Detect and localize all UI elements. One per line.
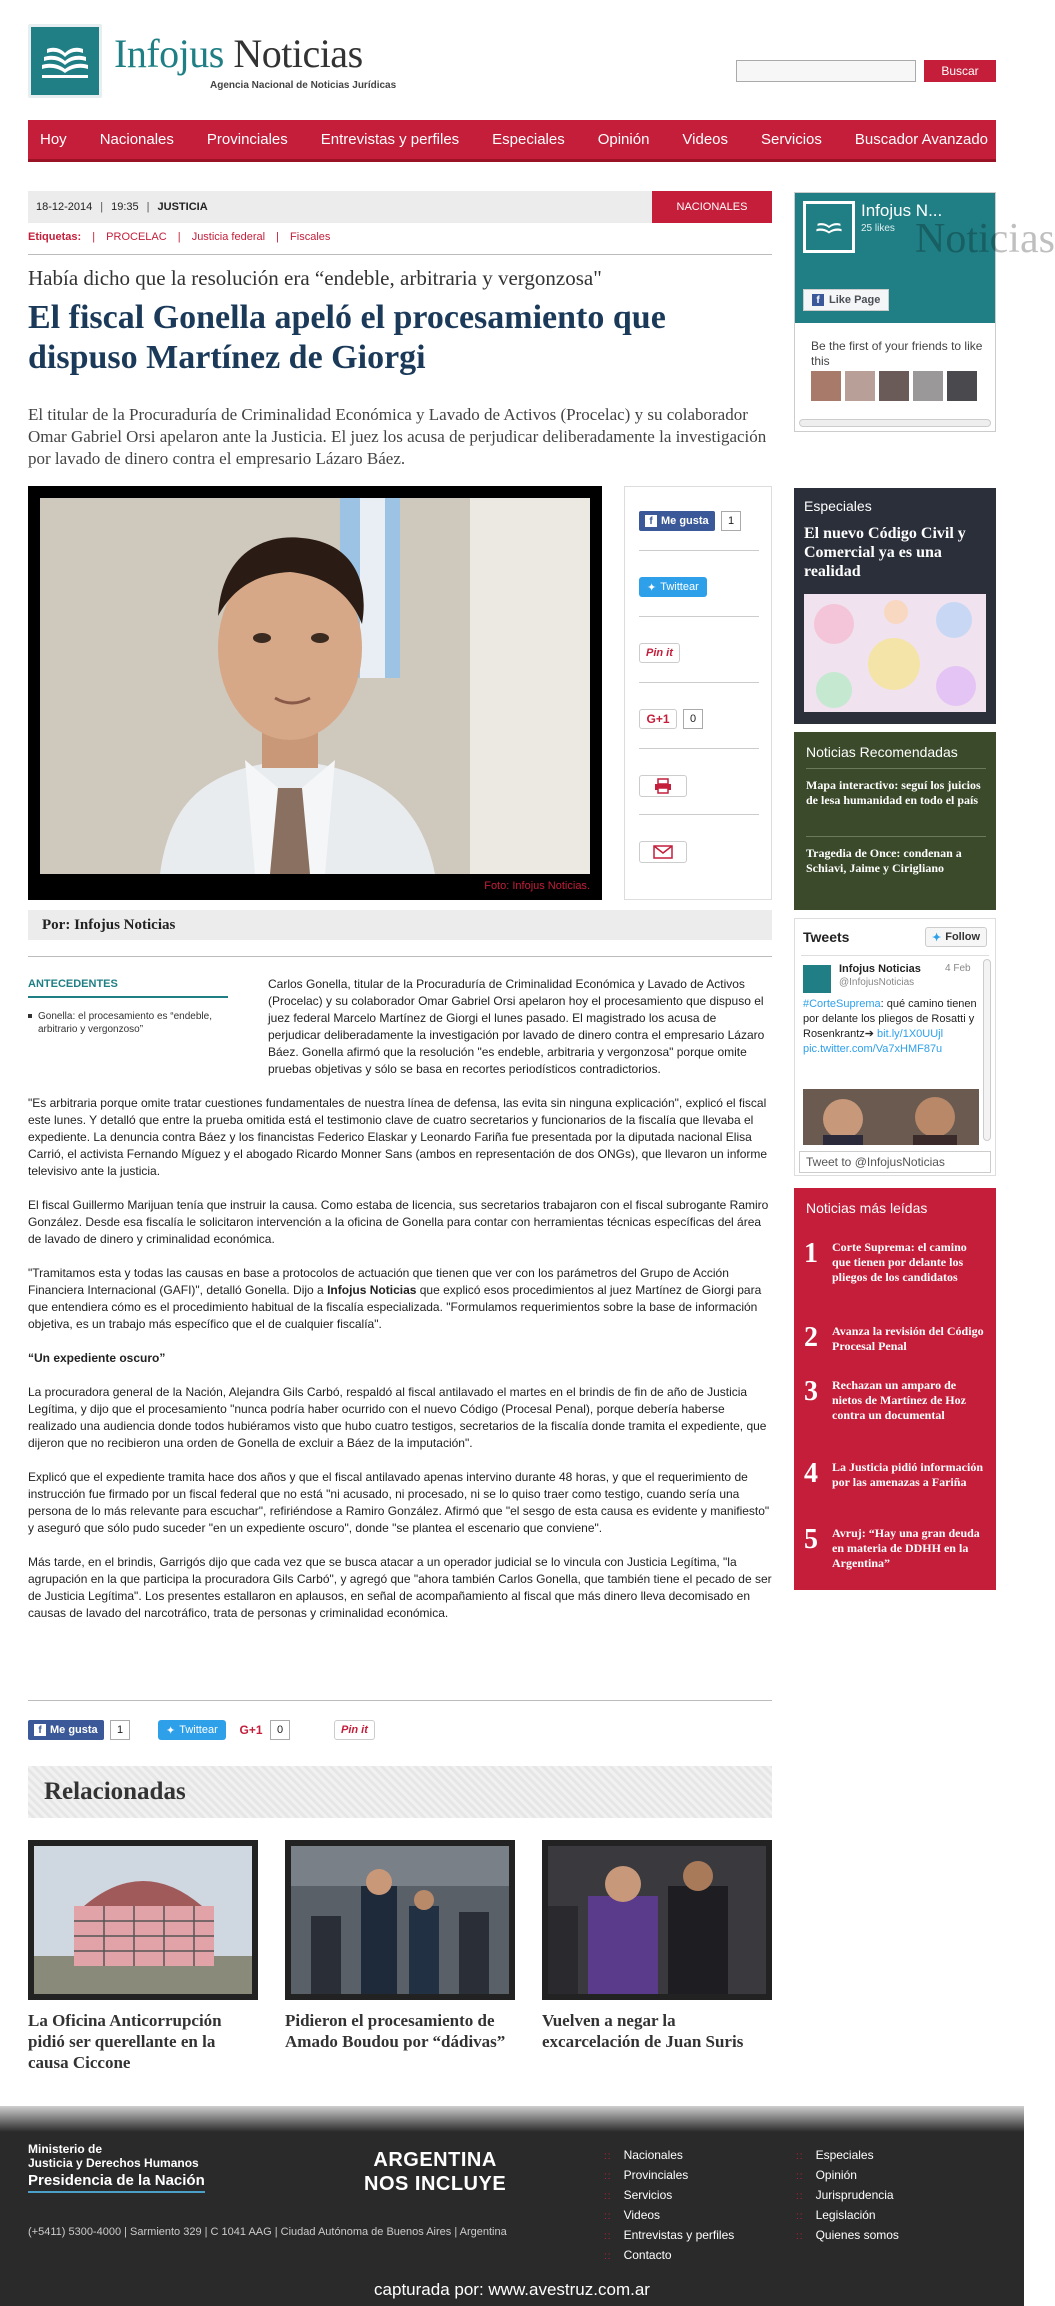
- especiales-title: Especiales: [804, 498, 872, 514]
- related-title: Relacionadas: [44, 1778, 186, 1805]
- nav-item-servicios[interactable]: Servicios: [761, 131, 822, 148]
- bottom-share-bar: [28, 1718, 772, 1744]
- especiales-headline[interactable]: El nuevo Código Civil y Comercial ya es una realidad: [804, 525, 966, 580]
- tweet-hashtag[interactable]: #CorteSuprema: [803, 998, 881, 1010]
- site-logo[interactable]: [28, 24, 398, 100]
- argentina-nos-incluye-logo[interactable]: [364, 2148, 506, 2196]
- article-paragraph: Más tarde, en el brindis, Garrigós dijo que cada vez que se busca atacar a un operador judicial se lo vincula con Justicia Legítima, "la agrupación en la que participa la procuradora Gils Carbó", y agregó que "ahora también Carlos Gonella, que también tiene el pecado de ser de Justicia Legítima". Los presentes estallaron en aplausos, en señal de acompañamiento al fiscal que más dinero lleva decomisado en causas de lavado del narcotráfico, trata de personas y criminalidad económica.: [28, 1555, 772, 1620]
- googleplus-button[interactable]: G+1: [639, 709, 677, 729]
- related-card-title[interactable]: La Oficina Anticorrupción pidió ser querellante en la causa Ciccone: [28, 2011, 222, 2072]
- article-lead: El titular de la Procuraduría de Criminalidad Económica y Lavado de Activos (Procelac) y su colaborador Omar Gabriel Orsi apelaron ante la Justicia. El juez los acusa de perjudicar deliberadamente la investigación por lavado de dinero contra el empresario Lázaro Báez.: [28, 405, 767, 468]
- footer-link[interactable]: [796, 2168, 857, 2182]
- nav-item-especiales[interactable]: Especiales: [492, 131, 565, 148]
- googleplus-count: 0: [683, 709, 703, 729]
- facebook-widget-scrollbar[interactable]: [799, 419, 991, 427]
- facebook-icon: f: [34, 1724, 46, 1736]
- related-thumbnail[interactable]: [285, 1840, 515, 2000]
- paragraph-bold-text: Infojus Noticias: [327, 1283, 417, 1297]
- tweet-text: [803, 997, 981, 1057]
- related-card-title[interactable]: Pidieron el procesamiento de Amado Boudou por “dádivas”: [285, 2011, 506, 2051]
- search-input[interactable]: [736, 60, 916, 82]
- capture-credit: capturada por: www.avestruz.com.ar: [374, 2280, 650, 2299]
- envelope-icon: [653, 845, 673, 859]
- related-header: [28, 1766, 772, 1818]
- footer-link-label: Entrevistas y perfiles: [623, 2228, 735, 2242]
- share-row-print: [639, 751, 759, 815]
- pinterest-pin-button[interactable]: Pin it: [639, 643, 680, 663]
- twitter-tweet-button[interactable]: [639, 577, 707, 597]
- mas-leidas-rank: 1: [804, 1238, 818, 1269]
- footer-link-label: Especiales: [815, 2148, 874, 2162]
- twitter-bird-icon: ✦: [166, 1724, 176, 1737]
- bullet-dots-icon: ::: [796, 2151, 804, 2162]
- share-row-googleplus: [639, 685, 759, 749]
- divider: [806, 836, 986, 837]
- article-category[interactable]: JUSTICIA: [157, 201, 208, 213]
- logo-title-infojus: Infojus: [114, 31, 224, 76]
- friend-avatar[interactable]: [913, 371, 943, 401]
- related-card[interactable]: [285, 1840, 515, 2052]
- tag-link[interactable]: Fiscales: [290, 231, 331, 243]
- argentina-line: NOS INCLUYE: [364, 2173, 507, 2195]
- mas-leidas-box: [794, 1188, 996, 1590]
- twitter-tweet-label: Twittear: [179, 1724, 218, 1736]
- footer-link[interactable]: [604, 2168, 688, 2182]
- mas-leidas-item[interactable]: La Justicia pidió información por las amenazas a Fariña: [832, 1460, 984, 1489]
- recomendadas-title: Noticias Recomendadas: [806, 744, 958, 760]
- footer-link[interactable]: [796, 2228, 899, 2242]
- article-photo-frame: [28, 486, 602, 900]
- footer-link-label: Jurisprudencia: [815, 2188, 894, 2202]
- footer-gradient: [0, 2106, 1024, 2132]
- bullet-dots-icon: ::: [796, 2171, 804, 2182]
- article-photo[interactable]: [40, 498, 590, 874]
- paragraph-text: "Tramitamos esta y todas las causas en base a protocolos de actuación que tienen que ver con los parámetros del Grupo de Acción Financiera Internacional (GAFI)", detalló Gonella. Dijo a: [28, 1266, 729, 1297]
- bullet-dots-icon: ::: [796, 2211, 804, 2222]
- share-column: [624, 486, 772, 900]
- facebook-icon: f: [812, 294, 824, 306]
- ministerio-line: Justicia y Derechos Humanos: [28, 2156, 199, 2170]
- search-button[interactable]: Buscar: [924, 60, 996, 82]
- twitter-widget-scrollbar[interactable]: [983, 959, 991, 1141]
- footer-link-label: Provinciales: [623, 2168, 689, 2182]
- book-logo-icon: [28, 24, 102, 98]
- logo-title: [114, 30, 363, 77]
- mas-leidas-item[interactable]: Rechazan un amparo de nietos de Martínez de Hoz contra un documental: [832, 1378, 966, 1422]
- footer-link[interactable]: [796, 2188, 894, 2202]
- mas-leidas-item[interactable]: Avruj: “Hay una gran deuda en materia de DDHH en la Argentina”: [832, 1526, 980, 1570]
- mas-leidas-rank: 2: [804, 1322, 818, 1353]
- bullet-dots-icon: ::: [604, 2151, 612, 2162]
- facebook-cover-logo-text: [915, 215, 1055, 263]
- footer-link-label: Videos: [623, 2208, 661, 2222]
- article-time: 19:35: [111, 201, 139, 213]
- facebook-icon: f: [645, 515, 657, 527]
- facebook-like-page-button[interactable]: [803, 289, 889, 311]
- mas-leidas-rank: 3: [804, 1376, 818, 1407]
- twitter-follow-button[interactable]: [925, 927, 987, 947]
- argentina-line: ARGENTINA: [373, 2149, 497, 2171]
- nav-item-provinciales[interactable]: Provinciales: [206, 131, 288, 148]
- footer-link-label: Servicios: [623, 2188, 673, 2202]
- antecedentes-title: ANTECEDENTES: [28, 978, 228, 998]
- follow-label: Follow: [945, 931, 981, 943]
- facebook-cover[interactable]: [795, 193, 1055, 323]
- divider: [28, 254, 772, 255]
- friend-avatar[interactable]: [879, 371, 909, 401]
- nav-item-hoy[interactable]: Hoy: [40, 131, 67, 148]
- section-tag[interactable]: NACIONALES: [652, 191, 772, 223]
- nav-item-videos[interactable]: Videos: [682, 131, 729, 148]
- tag-link[interactable]: PROCELAC: [106, 231, 167, 243]
- site-header: [0, 0, 1024, 120]
- main-nav: [28, 120, 996, 162]
- share-row-facebook: [639, 487, 759, 551]
- footer-link[interactable]: [604, 2248, 672, 2262]
- tag-separator: |: [177, 231, 181, 243]
- bullet-dots-icon: ::: [604, 2211, 612, 2222]
- twitter-bird-icon: ✦: [647, 581, 657, 594]
- footer-link-label: Quienes somos: [815, 2228, 899, 2242]
- article-paragraph: El fiscal Guillermo Marijuan tenía que instruir la causa. Como estaba de licencia, sus secretarios trabajaron con el fiscal subrogante Ramiro González. Desde esa fiscalía le solicitaron intervención a la oficina de Gonella para contar con herramientas técnicas específicas del área de lavado de dinero y criminalidad económica.: [28, 1198, 769, 1246]
- article-body: [28, 976, 772, 1639]
- logo-subtitle: Agencia Nacional de Noticias Jurídicas: [210, 80, 397, 91]
- googleplus-count: 0: [270, 1720, 290, 1740]
- article-kicker: Había dicho que la resolución era “endeble, arbitraria y vergonzosa": [28, 266, 602, 290]
- footer-link[interactable]: [604, 2208, 660, 2222]
- share-row-pinterest: [639, 619, 759, 683]
- related-card[interactable]: [28, 1840, 258, 2073]
- facebook-page-likes: 25 likes: [861, 223, 895, 234]
- related-thumbnail[interactable]: [28, 1840, 258, 2000]
- footer-link[interactable]: [604, 2228, 734, 2242]
- site-footer: [0, 2106, 1024, 2306]
- print-icon: [654, 778, 672, 794]
- footer-link[interactable]: [604, 2188, 672, 2202]
- tag-separator: |: [92, 231, 96, 243]
- bullet-dots-icon: ::: [604, 2231, 612, 2242]
- mas-leidas-title: Noticias más leídas: [806, 1200, 928, 1216]
- facebook-like-count: 1: [721, 511, 741, 531]
- mas-leidas-item[interactable]: Avanza la revisión del Código Procesal Penal: [832, 1324, 984, 1353]
- meta-separator: |: [100, 201, 104, 213]
- article-paragraph: La procuradora general de la Nación, Alejandra Gils Carbó, respaldó al fiscal antilavado el martes en el brindis de fin de año de Justicia Legítima, y dijo que el procesamiento "nunca podría haber ocurrido con el nuevo Código (Procesal Penal), porque debería haberse realizado una audiencia donde todos hubiéramos visto que hubo cuatro testigos, secretarios de la fiscalía donde tramita el expediente, que dijeron que no recibieron una orden de Gonella de excluir a Báez de la imputación".: [28, 1385, 767, 1450]
- nav-item-opinion[interactable]: Opinión: [597, 131, 650, 148]
- share-row-email: [639, 817, 759, 881]
- tags-label: Etiquetas:: [28, 231, 82, 243]
- footer-link[interactable]: [796, 2148, 874, 2162]
- presidencia-logo[interactable]: Presidencia de la Nación: [28, 2172, 205, 2193]
- book-logo-icon: [806, 204, 852, 250]
- bullet-dots-icon: ::: [604, 2251, 612, 2262]
- recomendadas-item[interactable]: Tragedia de Once: condenan a Schiavi, Jaime y Cirigliano: [806, 846, 962, 875]
- friend-avatar[interactable]: [811, 371, 841, 401]
- article-paragraph: [28, 1265, 772, 1333]
- nav-item-entrevistas[interactable]: Entrevistas y perfiles: [320, 131, 460, 148]
- article-tags: [28, 231, 330, 243]
- ministerio-logo[interactable]: [28, 2142, 199, 2170]
- tweet-author-handle[interactable]: @InfojusNoticias: [839, 977, 915, 988]
- article-paragraph: Carlos Gonella, titular de la Procuraduría de Criminalidad Económica y Lavado de Activos (Procelac) y su colaborador Omar Gabriel Orsi apelaron hoy el procesamiento que dispuso el juez federal Marcelo Martínez de Giorgi el lunes pasado. El magistrado los acusa de perjudicar deliberadamente la investigación por lavado de dinero contra el empresario Lázaro Báez. Gonella afirmó que la resolución "es endeble, arbitraria y vergonzosa" porque omite pruebas objetivas y sólo se basa en recortes periodísticos contradictorios.: [268, 977, 765, 1076]
- footer-link-label: Contacto: [623, 2248, 672, 2262]
- article-subheading: “Un expediente oscuro”: [28, 1351, 166, 1365]
- friend-avatar[interactable]: [947, 371, 977, 401]
- facebook-like-label: Me gusta: [50, 1724, 98, 1736]
- twitter-bird-icon: ✦: [932, 931, 942, 944]
- footer-address: (+5411) 5300-4000 | Sarmiento 329 | C 1041 AAG | Ciudad Autónoma de Buenos Aires | Argentina: [28, 2226, 507, 2238]
- divider: [28, 956, 772, 957]
- tweet-link[interactable]: bit.ly/1X0UUjl: [877, 1028, 944, 1040]
- photo-caption: Foto: Infojus Noticias.: [484, 880, 590, 892]
- footer-link[interactable]: [604, 2148, 683, 2162]
- facebook-page-widget: [794, 192, 1055, 432]
- mas-leidas-rank: 5: [804, 1524, 818, 1555]
- tag-separator: |: [276, 231, 279, 243]
- friend-avatar[interactable]: [845, 371, 875, 401]
- logo-title-noticias: Noticias: [233, 31, 363, 76]
- related-card-title[interactable]: Vuelven a negar la excarcelación de Juan Suris: [542, 2011, 744, 2051]
- divider: [801, 955, 989, 956]
- tag-link[interactable]: Justicia federal: [191, 231, 266, 243]
- facebook-like-label: Me gusta: [661, 515, 709, 527]
- article-byline: Por: Infojus Noticias: [28, 910, 772, 940]
- tweet-image[interactable]: [803, 1089, 979, 1145]
- related-thumbnail[interactable]: [542, 1840, 772, 2000]
- bullet-dots-icon: ::: [604, 2171, 612, 2182]
- antecedentes-link[interactable]: Gonella: el procesamiento es “endeble, arbitrario y vergonzoso”: [28, 1010, 228, 1036]
- tweet-avatar[interactable]: [803, 965, 831, 993]
- related-card[interactable]: [542, 1840, 772, 2052]
- divider: [806, 768, 986, 769]
- tweet-media-link[interactable]: pic.twitter.com/Va7xHMF87u: [803, 1043, 943, 1055]
- article-paragraph: "Es arbitraria porque omite tratar cuestiones fundamentales de nuestra línea de defensa, las evita sin ninguna explicación", explicó el fiscal este lunes. Y detalló que entre la prueba omitida está el testimonio clave de cuatro secretarios y funcionarios de la fiscalía que llevaba el expediente. La denuncia contra Báez y los financistas Federico Elaskar y Leonardo Fariña fue presentada por la diputada nacional Elisa Carrió, el activista Fernando Míguez y el abogado Ricardo Monner Sans (ambos en representación de dos ONGs), que llevaron un informe televisivo ante la justicia.: [28, 1096, 768, 1178]
- cover-logo-word: Noticias: [915, 216, 1055, 262]
- divider: [28, 1700, 772, 1701]
- ministerio-line: Ministerio de: [28, 2142, 103, 2156]
- nav-item-buscador-avanzado[interactable]: Buscador Avanzado: [854, 131, 989, 148]
- facebook-like-count: 1: [110, 1720, 130, 1740]
- recomendadas-item[interactable]: Mapa interactivo: seguí los juicios de lesa humanidad en todo el país: [806, 778, 981, 807]
- twitter-tweet-button[interactable]: [158, 1720, 226, 1740]
- especiales-image[interactable]: [804, 594, 986, 712]
- mas-leidas-rank: 4: [804, 1458, 818, 1489]
- bullet-dots-icon: ::: [796, 2191, 804, 2202]
- mas-leidas-item[interactable]: Corte Suprema: el camino que tienen por delante los pliegos de los candidatos: [832, 1240, 967, 1284]
- print-button[interactable]: [639, 775, 687, 797]
- facebook-friends-text: Be the first of your friends to like this: [811, 339, 983, 368]
- tweet-date[interactable]: 4 Feb: [945, 963, 971, 974]
- twitter-widget: [794, 918, 996, 1176]
- article-headline: El fiscal Gonella apeló el procesamiento que dispuso Martínez de Giorgi: [28, 299, 666, 376]
- tweet-author-name[interactable]: Infojus Noticias: [839, 963, 921, 975]
- bullet-dots-icon: ::: [796, 2231, 804, 2242]
- footer-link-label: Opinión: [815, 2168, 857, 2182]
- bullet-dots-icon: ::: [604, 2191, 612, 2202]
- email-button[interactable]: [639, 841, 687, 863]
- paragraph-text: que explicó esos procedimientos al juez Martínez de Giorgi para que entendiera cómo es el procedimiento habitual de la fiscalía especializada. "Formulamos requerimientos sobre la base de información objetiva, es un trabajo más específico que el de cualquier fiscalía".: [28, 1283, 762, 1331]
- share-row-twitter: [639, 553, 759, 617]
- like-page-label: Like Page: [829, 294, 881, 306]
- footer-link-label: Nacionales: [623, 2148, 683, 2162]
- twitter-tweet-label: Twittear: [660, 581, 699, 593]
- article-paragraph: Explicó que el expediente tramita hace dos años y que el fiscal antilavado apenas intervino durante 48 horas, y que el requerimiento de instrucción fue firmado por un fiscal federal que no está "ni acusado, ni procesado, ni se lo quiso traer como testigo, cuando sería una persona de lo más relevante para escuchar", refiriéndose a Ramiro González. Afirmó que "el sesgo de esta causa es evidente y manifiesto" y aseguró que sólo pudo suceder "en un expediente oscuro", donde "se plantea el escenario que conviene".: [28, 1470, 770, 1535]
- pinterest-pin-button[interactable]: Pin it: [334, 1720, 375, 1740]
- facebook-page-avatar[interactable]: [803, 201, 855, 253]
- footer-link[interactable]: [796, 2208, 876, 2222]
- meta-separator: |: [146, 201, 150, 213]
- tweet-to-input[interactable]: Tweet to @InfojusNoticias: [799, 1151, 991, 1173]
- especiales-box[interactable]: [794, 488, 996, 724]
- googleplus-button[interactable]: G+1: [239, 1723, 263, 1737]
- facebook-like-button[interactable]: [28, 1720, 104, 1740]
- antecedentes-list: [28, 1010, 228, 1036]
- antecedentes-box: [28, 978, 228, 1036]
- facebook-like-button[interactable]: [639, 511, 715, 531]
- tweets-title: Tweets: [803, 929, 850, 945]
- footer-link-label: Legislación: [815, 2208, 876, 2222]
- facebook-page-name[interactable]: Infojus N...: [861, 201, 943, 220]
- article-date: 18-12-2014: [36, 201, 93, 213]
- tweet-body: : qué camino tienen por delante los pliegos de Rosatti y Rosenkrantz➔: [803, 998, 977, 1040]
- recomendadas-box: [794, 732, 996, 910]
- nav-item-nacionales[interactable]: Nacionales: [99, 131, 174, 148]
